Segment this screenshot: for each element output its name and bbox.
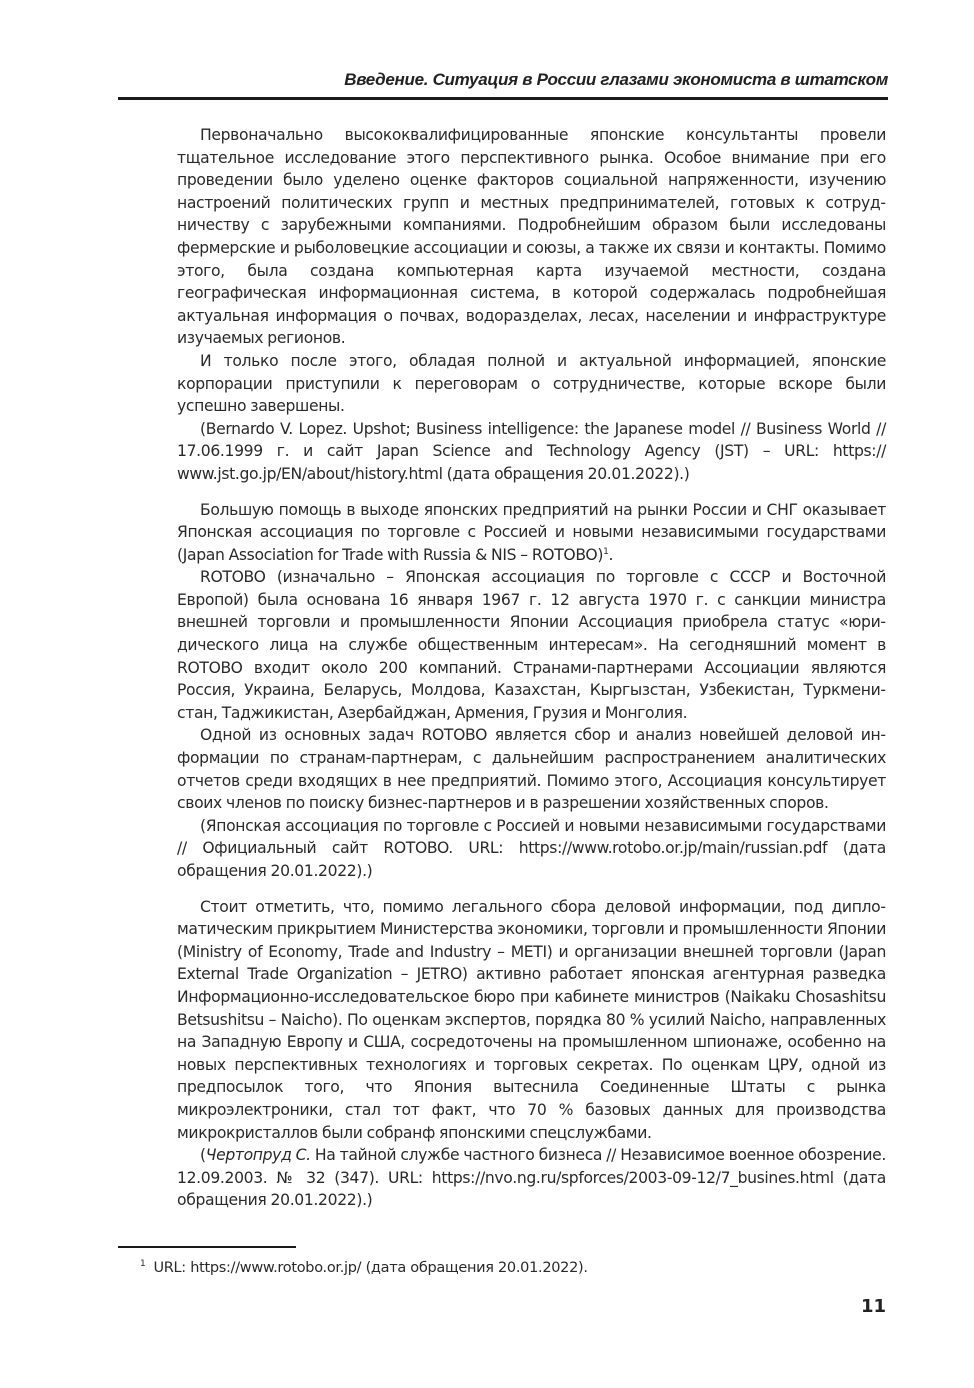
citation-text: На тайной службе частного бизнеса // Независимое военное обозрение. 12.09.2003. № 32 (347). URL: https://nvo.ng.ru/spforces/2003-09-12/7_busines.html (дата обращения 20.01.2022).)	[177, 1146, 886, 1210]
citation-paragraph	[177, 1144, 886, 1212]
citation-paragraph: (Японская ассоциация по торговле с Россией и новыми независимыми государствами // Официальный сайт ROTOBO. URL: https://www.rotobo.or.jp/main/russian.pdf (дата обращения 20.01.2022).)	[177, 816, 886, 880]
paragraph: Стоит отметить, что, помимо легального сбора деловой информации, под дипломатическим прикрытием Министерства экономики, торговли и промышленности Японии (Ministry of Economy, Trade and Industry – METI) и организации внешней торговли (Japan External Trade Organization – JETRO) активно работает японская агентурная разведка Информационно-исследовательское бюро при кабинете министров (Naikaku Chosashitsu Betsushitsu – Naicho). По оценкам экспертов, порядка 80 % усилий Naicho, направленных на Западную Европу и США, сосредоточены на промышленном шпионаже, особенно на новых перспективных технологиях и торговых секретах. По оценкам ЦРУ, одной из предпосылок того, что Япония вытеснила Соединенные Штаты с рынка микроэлектроники, стал тот факт, что 70 % базовых данных для производства микрокристаллов были собранф японскими спецслужбами.	[177, 897, 886, 1142]
paragraph: И только после этого, обладая полной и актуальной информацией, японские корпорации приступили к переговорам о сотрудничестве, которые вскоре были успешно завершены.	[177, 351, 886, 416]
paragraph: Одной из основных задач ROTOBO является сбор и анализ новейшей деловой информации по странам-партнерам, с дальнейшим распространением аналитических отчетов среди входящих в нее предприятий. Помимо этого, Ассоциация консультирует своих членов по поиску бизнес-партнеров и в разрешении хозяйственных споров.	[177, 726, 886, 813]
footnote-rule	[118, 1246, 296, 1248]
paragraph: Первоначально высококвалифицированные японские консультанты провели тщательное исследование этого перспективного рынка. Особое внимание при его проведении было уделено оценке факторов социальной напряженности, изучению настроений политических групп и местных предпринимателей, готовых к сотрудничеству с зарубежными компаниями. Подробнейшим образом были исследованы фермерские и рыболовецкие ассоциации и союзы, а также их связи и контакты. Помимо этого, была создана компьютерная карта изучаемой местности, создана географическая информационная система, в которой содержалась подробнейшая актуальная информация о почвах, водоразделах, лесах, населении и инфраструктуре изучаемых регионов.	[177, 126, 886, 348]
paragraph: ROTOBO (изначально – Японская ассоциация по торговле с СССР и Восточной Европой) была основана 16 января 1967 г. 12 августа 1970 г. с санкции министра внешней торговли и промышленности Японии Ассоциация приобрела статус «юридического лица на службе общественным интересам». На сегодняшний момент в ROTOBO входит около 200 компаний. Странами-партнерами Ассоциации являются Россия, Украина, Беларусь, Молдова, Казахстан, Кыргызстан, Узбекистан, Туркменистан, Таджикистан, Азербайджан, Армения, Грузия и Монголия.	[177, 568, 886, 722]
footnote-text: URL: https://www.rotobo.or.jp/ (дата обращения 20.01.2022).	[153, 1259, 588, 1276]
author-name: Чертопруд С.	[205, 1146, 311, 1165]
footnote-mark: 1	[140, 1259, 146, 1269]
footnote-reference[interactable]: 1	[603, 546, 609, 557]
body-text	[177, 124, 886, 1212]
paragraph-text: Большую помощь в выходе японских предприятий на рынки России и СНГ оказывает Японская ассоциация по торговле с Россией и новыми независимыми государствами (Japan Association for Trade with Russia & NIS – ROTOBO)	[177, 500, 886, 564]
header-rule	[118, 97, 888, 100]
running-head: Введение. Ситуация в России глазами экономиста в штатском	[344, 70, 888, 89]
paragraph-text-end: .	[608, 545, 614, 564]
citation-paragraph: (Bernardo V. Lopez. Upshot; Business intelligence: the Japanese model // Business World // 17.06.1999 г. и сайт Japan Science and Technology Agency (JST) – URL: https://​www.jst.go.jp/EN/about/history.html (дата обращения 20.01.2022).)	[177, 419, 886, 483]
open-paren: (	[200, 1146, 206, 1165]
footnote	[140, 1259, 880, 1276]
page-number: 11	[860, 1296, 886, 1317]
paragraph	[177, 499, 886, 567]
